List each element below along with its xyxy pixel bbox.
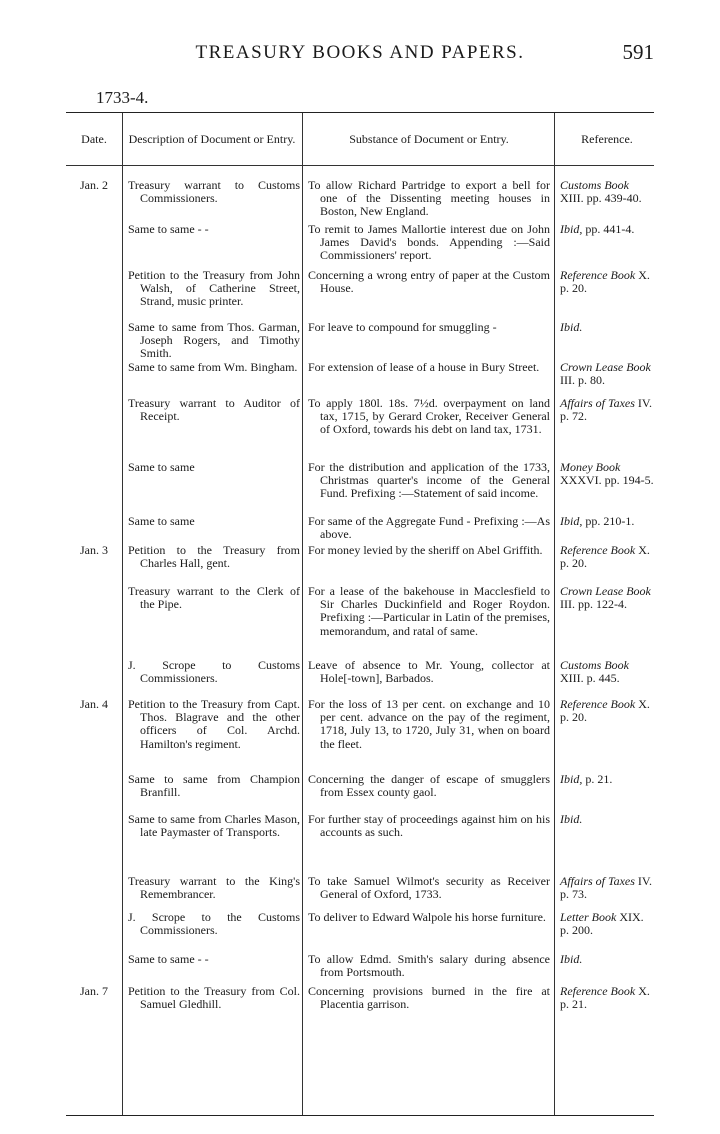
entry-description-text: Same to same — [128, 460, 195, 474]
column-divider — [302, 113, 303, 1115]
entry-substance-text: To allow Richard Partridge to export a bell for one of the Dissenting meeting houses in Boston, New England. — [308, 178, 550, 219]
entry-substance — [308, 321, 550, 334]
entry-description — [128, 585, 300, 611]
entry-substance — [308, 911, 550, 924]
entry-substance-text: Concerning the danger of escape of smugglers from Essex county gaol. — [308, 772, 550, 800]
reference-pages: X. p. 21. — [560, 984, 650, 1012]
entry-description-text: J. Scrope to Customs Commissioners. — [128, 658, 300, 686]
reference-book: Affairs of Taxes — [560, 396, 635, 410]
entry-description — [128, 361, 300, 374]
entry-date: Jan. 7 — [80, 984, 108, 998]
entry-reference — [560, 515, 654, 528]
entry-reference — [560, 321, 654, 334]
reference-pages: III. p. 80. — [560, 373, 605, 388]
entry-substance-text: For the loss of 13 per cent. on exchange and 10 per cent. advance on the pay of the regiment, 1718, July 13, to 1720, July 31, when on board the fleet. — [308, 697, 550, 751]
reference-pages: X. p. 20. — [560, 268, 650, 296]
reference-book: Customs Book — [560, 178, 629, 192]
entry-substance — [308, 361, 550, 374]
reference-book: Ibid, — [560, 222, 583, 236]
entry-substance-text: To take Samuel Wilmot's security as Receiver General of Oxford, 1733. — [308, 874, 550, 902]
entry-reference — [560, 813, 654, 826]
entry-reference — [560, 698, 654, 724]
entry-description — [128, 911, 300, 937]
entry-description — [128, 875, 300, 901]
entry-substance-text: For further stay of proceedings against him on his accounts as such. — [308, 812, 550, 840]
reference-book: Ibid. — [560, 952, 583, 966]
entry-description — [128, 179, 300, 205]
entry-reference — [560, 773, 654, 786]
reference-book: Crown Lease Book — [560, 584, 651, 598]
entry-substance — [308, 223, 550, 263]
entries-table — [66, 112, 654, 1116]
entry-substance-text: Concerning provisions burned in the fire at Placentia garrison. — [308, 984, 550, 1012]
reference-pages: X. p. 20. — [560, 543, 650, 571]
entry-description-text: Petition to the Treasury from Charles Hall, gent. — [128, 543, 300, 571]
entry-description — [128, 953, 300, 966]
entry-description — [128, 773, 300, 799]
entry-reference — [560, 985, 654, 1011]
entry-reference — [560, 397, 654, 423]
entry-description-text: Same to same from Wm. Bingham. — [128, 360, 298, 374]
entry-substance — [308, 813, 550, 839]
reference-book: Reference Book — [560, 984, 636, 998]
entry-date: Jan. 4 — [80, 697, 108, 711]
entry-description — [128, 223, 300, 236]
entry-substance — [308, 397, 550, 437]
reference-book: Ibid. — [560, 320, 583, 334]
entry-description-text: Petition to the Treasury from Col. Samuel Gledhill. — [128, 984, 300, 1012]
entry-date: Jan. 2 — [80, 178, 108, 192]
entry-substance — [308, 659, 550, 685]
entry-description-text: Petition to the Treasury from Capt. Thos. Blagrave and the other officers of Col. Archd. Hamilton's regiment. — [128, 697, 300, 751]
entry-substance — [308, 585, 550, 638]
reference-book: Reference Book — [560, 697, 636, 711]
reference-book: Reference Book — [560, 268, 636, 282]
reference-pages: III. pp. 122-4. — [560, 597, 627, 612]
reference-pages: p. 21. — [585, 772, 613, 786]
reference-book: Ibid, — [560, 772, 583, 786]
reference-book: Reference Book — [560, 543, 636, 557]
entry-substance-text: To apply 180l. 18s. 7½d. overpayment on land tax, 1715, by Gerard Croker, Receiver General of Oxford, towards his debt on land tax, 1731. — [308, 396, 550, 437]
reference-pages: XIX. p. 200. — [560, 910, 644, 938]
entry-description-text: Treasury warrant to Auditor of Receipt. — [128, 396, 300, 424]
entry-description-text: Treasury warrant to Customs Commissioners. — [128, 178, 300, 206]
entry-substance-text: Concerning a wrong entry of paper at the Custom House. — [308, 268, 550, 296]
entry-description — [128, 698, 300, 751]
entry-description-text: Same to same from Thos. Garman, Joseph Rogers, and Timothy Smith. — [128, 320, 300, 361]
entry-reference — [560, 911, 654, 937]
reference-pages: X. p. 20. — [560, 697, 650, 725]
entry-reference — [560, 361, 654, 387]
entry-description-text: Same to same from Champion Branfill. — [128, 772, 300, 800]
entry-substance — [308, 269, 550, 295]
entry-description — [128, 461, 300, 474]
entry-substance-text: To remit to James Mallortie interest due on John James David's bonds. Appending :—Said Commissioners' report. — [308, 222, 550, 263]
year-heading: 1733-4. — [96, 88, 149, 107]
entry-substance — [308, 773, 550, 799]
entry-substance — [308, 985, 550, 1011]
entry-reference — [560, 953, 654, 966]
entry-substance — [308, 875, 550, 901]
entry-substance — [308, 698, 550, 751]
entry-description-text: Same to same - - — [128, 952, 209, 966]
entry-substance-text: For extension of lease of a house in Bury Street. — [308, 360, 540, 374]
reference-pages: pp. 210-1. — [585, 514, 635, 528]
entry-description — [128, 321, 300, 361]
reference-pages: XIII. p. 445. — [560, 671, 620, 686]
entry-substance-text: For a lease of the bakehouse in Macclesfield to Sir Charles Duckinfield and Roger Roydon. Prefixing :—Particular in Latin of the premises, memorandum, and ratal of same. — [308, 584, 550, 638]
entry-substance-text: For money levied by the sheriff on Abel Griffith. — [308, 543, 543, 557]
column-header-reference: Reference. — [581, 132, 633, 146]
entry-date: Jan. 3 — [80, 543, 108, 557]
entry-substance — [308, 515, 550, 541]
reference-pages: XIII. pp. 439-40. — [560, 191, 642, 206]
entry-description-text: Same to same — [128, 514, 195, 528]
entry-substance — [308, 461, 550, 501]
entry-description-text: Same to same from Charles Mason, late Paymaster of Transports. — [128, 812, 300, 840]
entry-description — [128, 813, 300, 839]
entry-description-text: Treasury warrant to the Clerk of the Pipe. — [128, 584, 300, 612]
entry-description — [128, 544, 300, 570]
column-header-date: Date. — [81, 132, 107, 146]
entry-description — [128, 397, 300, 423]
entry-description — [128, 515, 300, 528]
column-divider — [554, 113, 555, 1115]
entry-substance-text: For the distribution and application of the 1733, Christmas quarter's income of the General Fund. Prefixing :—Statement of said income. — [308, 460, 550, 501]
page-number: 591 — [622, 40, 654, 64]
entry-description-text: Same to same - - — [128, 222, 209, 236]
entry-description-text: Petition to the Treasury from John Walsh, of Catherine Street, Strand, music printer. — [128, 268, 300, 309]
entry-reference — [560, 269, 654, 295]
entry-description-text: J. Scrope to the Customs Commissioners. — [128, 910, 300, 938]
reference-book: Ibid, — [560, 514, 583, 528]
entry-reference — [560, 223, 654, 236]
entry-description — [128, 659, 300, 685]
entry-substance — [308, 544, 550, 557]
column-header-description: Description of Document or Entry. — [128, 132, 296, 146]
reference-book: Ibid. — [560, 812, 583, 826]
entry-reference — [560, 659, 654, 685]
running-header-title: TREASURY BOOKS AND PAPERS. — [195, 42, 525, 63]
header-rule — [66, 165, 654, 166]
reference-pages: pp. 441-4. — [585, 222, 635, 236]
column-divider — [122, 113, 123, 1115]
entry-reference — [560, 544, 654, 570]
entry-substance — [308, 179, 550, 219]
entry-reference — [560, 179, 654, 205]
reference-book: Customs Book — [560, 658, 629, 672]
entry-reference — [560, 461, 654, 487]
reference-book: Letter Book — [560, 910, 617, 924]
entry-substance-text: To allow Edmd. Smith's salary during absence from Portsmouth. — [308, 952, 550, 980]
reference-pages: XXXVI. pp. 194-5. — [560, 473, 654, 488]
entry-reference — [560, 585, 654, 611]
entry-substance-text: For same of the Aggregate Fund - Prefixing :—As above. — [308, 514, 550, 542]
entry-substance-text: Leave of absence to Mr. Young, collector at Hole[-town], Barbados. — [308, 658, 550, 686]
entry-substance — [308, 953, 550, 979]
reference-book: Money Book — [560, 460, 621, 474]
reference-pages: IV. p. 72. — [560, 396, 653, 424]
reference-book: Affairs of Taxes — [560, 874, 635, 888]
entry-description — [128, 985, 300, 1011]
entry-reference — [560, 875, 654, 901]
column-header-substance: Substance of Document or Entry. — [349, 132, 509, 146]
reference-book: Crown Lease Book — [560, 360, 651, 374]
entry-substance-text: To deliver to Edward Walpole his horse furniture. — [308, 910, 546, 924]
entry-substance-text: For leave to compound for smuggling - — [308, 320, 497, 334]
entry-description-text: Treasury warrant to the King's Remembrancer. — [128, 874, 300, 902]
reference-pages: IV. p. 73. — [560, 874, 653, 902]
entry-description — [128, 269, 300, 309]
